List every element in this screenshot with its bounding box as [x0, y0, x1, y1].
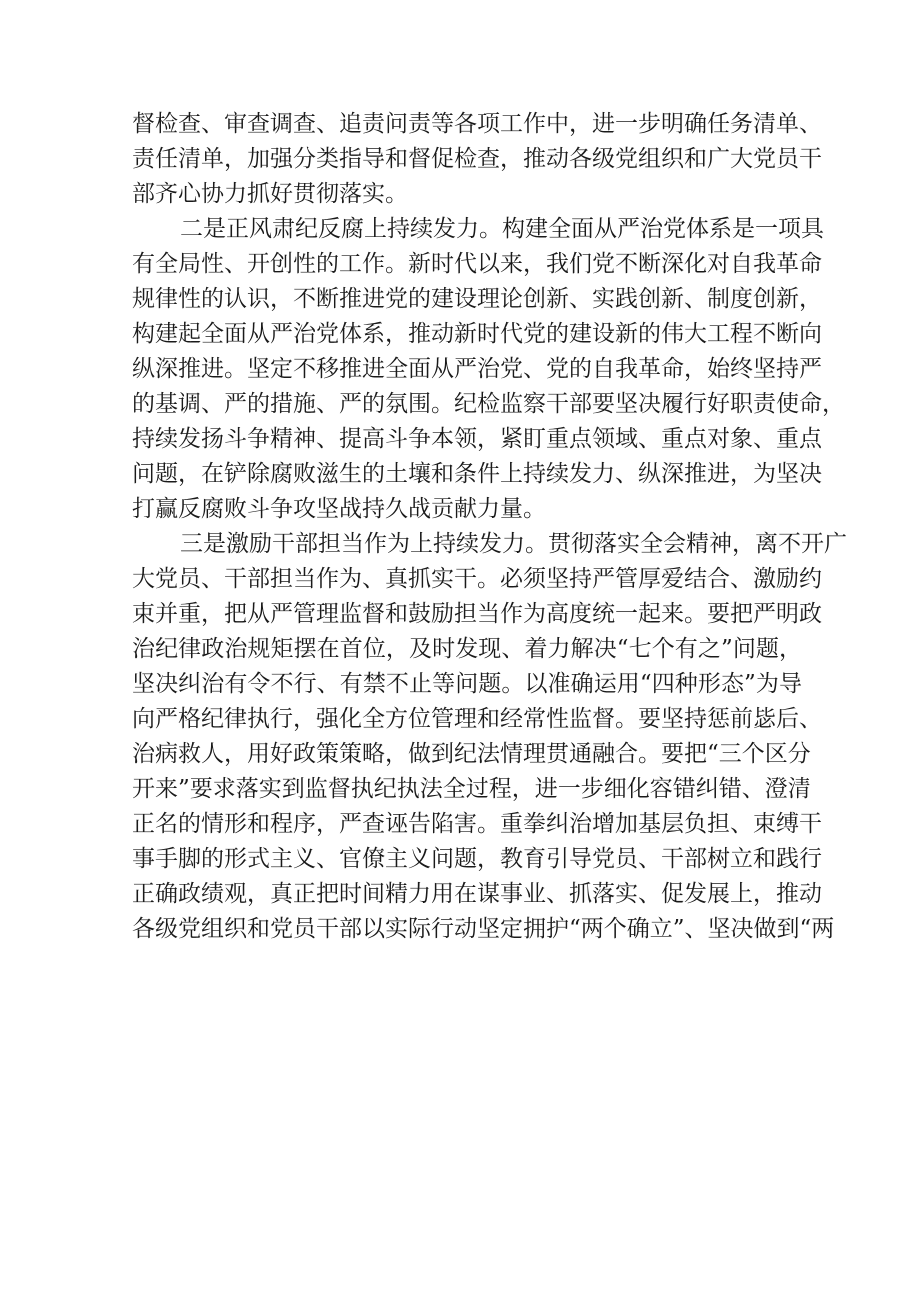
- text-line: 持续发扬斗争精神、提高斗争本领，紧盯重点领域、重点对象、重点: [132, 426, 822, 452]
- text-line: 治纪律政治规矩摆在首位，及时发现、着力解决“七个有之”问题，: [132, 636, 802, 662]
- text-line: 有全局性、开创性的工作。新时代以来，我们党不断深化对自我革命: [132, 251, 822, 277]
- text-line: 束并重，把从严管理监督和鼓励担当作为高度统一起来。要把严明政: [132, 601, 822, 627]
- text-line: 各级党组织和党员干部以实际行动坚定拥护“两个确立”、坚决做到“两: [132, 916, 835, 942]
- text-line: 治病救人，用好政策策略，做到纪法情理贯通融合。要把“三个区分: [132, 741, 811, 767]
- text-line: 大党员、干部担当作为、真抓实干。必须坚持严管厚爱结合、激励约: [132, 566, 822, 592]
- text-line: 督检查、审查调查、追责问责等各项工作中，进一步明确任务清单、: [132, 111, 822, 137]
- text-line: 的基调、严的措施、严的氛围。纪检监察干部要坚决履行好职责使命，: [132, 391, 845, 417]
- paragraph-start-line: 二是正风肃纪反腐上持续发力。构建全面从严治党体系是一项具: [180, 216, 824, 242]
- text-line: 事手脚的形式主义、官僚主义问题，教育引导党员、干部树立和践行: [132, 846, 822, 872]
- text-line: 开来”要求落实到监督执纪执法全过程，进一步细化容错纠错、澄清: [132, 776, 811, 802]
- document-body: [132, 107, 847, 947]
- text-line: 正确政绩观，真正把时间精力用在谋事业、抓落实、促发展上，推动: [132, 881, 822, 907]
- text-line: 规律性的认识，不断推进党的建设理论创新、实践创新、制度创新，: [132, 286, 822, 312]
- text-line: 责任清单，加强分类指导和督促检查，推动各级党组织和广大党员干: [132, 146, 822, 172]
- paragraph-start-line: 三是激励干部担当作为上持续发力。贯彻落实全会精神，离不开广: [180, 531, 847, 557]
- text-line: 向严格纪律执行，强化全方位管理和经常性监督。要坚持惩前毖后、: [132, 706, 822, 732]
- text-line: 坚决纠治有令不行、有禁不止等问题。以准确运用“四种形态”为导: [132, 671, 802, 697]
- text-line: 问题，在铲除腐败滋生的土壤和条件上持续发力、纵深推进，为坚决: [132, 461, 822, 487]
- text-line: 构建起全面从严治党体系，推动新时代党的建设新的伟大工程不断向: [132, 321, 822, 347]
- text-line: 打赢反腐败斗争攻坚战持久战贡献力量。: [132, 496, 546, 522]
- text-line: 部齐心协力抓好贯彻落实。: [132, 181, 408, 207]
- text-line: 正名的情形和程序，严查诬告陷害。重拳纠治增加基层负担、束缚干: [132, 811, 822, 837]
- text-line: 纵深推进。坚定不移推进全面从严治党、党的自我革命，始终坚持严: [132, 356, 822, 382]
